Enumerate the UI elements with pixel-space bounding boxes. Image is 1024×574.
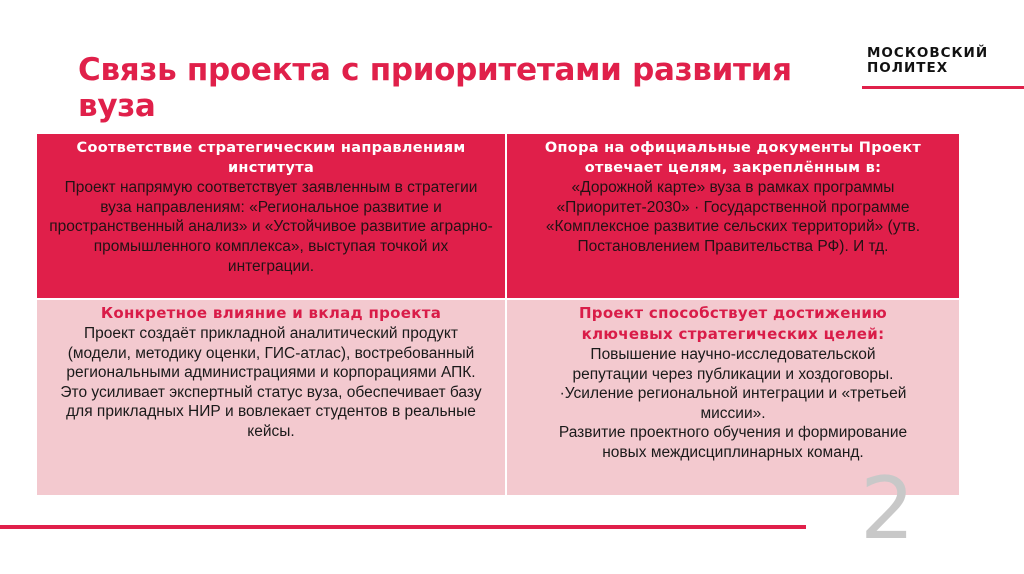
cell-body-line: Повышение научно-исследовательской репутации через публикации и хоздоговоры. xyxy=(572,346,894,383)
cell-heading: Опора на официальные документы Проект отвечает целям, закреплённым в: xyxy=(544,140,922,176)
cell-body: Проект напрямую соответствует заявленным в стратегии вуза направлениям: «Региональное развитие и пространственный анализ» и «Устойчивое развитие аграрно-промышленного комплекса», выступая точкой их интеграции. xyxy=(49,179,493,275)
logo-line-2: ПОЛИТЕХ xyxy=(867,60,949,76)
page-number: 2 xyxy=(860,459,915,559)
logo-line-1: МОСКОВСКИЙ xyxy=(867,45,989,61)
slide-title: Связь проекта с приоритетами развития вуза xyxy=(78,52,792,124)
cell-body: Проект создаёт прикладной аналитический продукт (модели, методику оценки, ГИС-атлас), востребованный региональными администрациями и корпорациями АПК. Это усиливает экспертный статус вуза, обеспечивает базу для прикладных НИР и вовлекает студентов в реальные кейсы. xyxy=(60,325,482,440)
footer-divider xyxy=(0,525,806,529)
cell-heading: Конкретное влияние и вклад проекта xyxy=(100,304,442,322)
cell-official-documents xyxy=(507,134,959,300)
cell-body: «Дорожной карте» вуза в рамках программы «Приоритет-2030» · Государственной программе «Комплексное развитие сельских территорий» (утв. Постановлением Правительства РФ). И тд. xyxy=(545,179,921,255)
logo-underline xyxy=(862,86,1024,89)
cell-heading: Проект способствует достижению ключевых стратегических целей: xyxy=(578,304,888,343)
cell-heading: Соответствие стратегическим направлениям института xyxy=(76,140,466,176)
cell-impact xyxy=(37,300,507,495)
cell-body-line: ·Усиление региональной интеграции и «третьей миссии». xyxy=(559,385,907,422)
cell-strategic-alignment xyxy=(37,134,507,300)
priorities-table xyxy=(37,134,959,495)
cell-body-line: Развитие проектного обучения и формирование новых междисциплинарных команд. xyxy=(558,424,908,461)
logo xyxy=(867,46,1017,76)
